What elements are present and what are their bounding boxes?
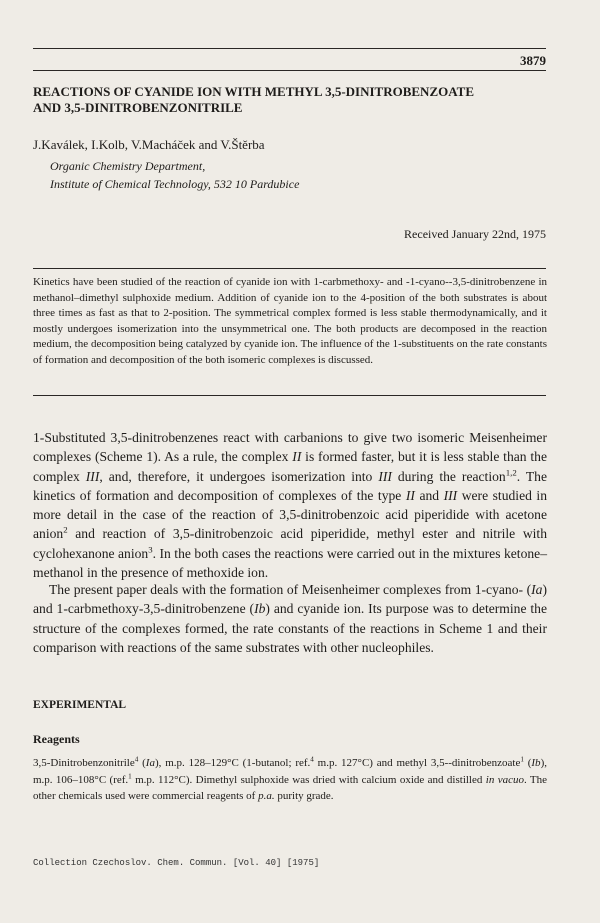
- subheading-reagents: Reagents: [33, 732, 80, 746]
- affiliation-line-2: Institute of Chemical Technology, 532 10 Pardubice: [50, 177, 300, 191]
- abstract: Kinetics have been studied of the reaction of cyanide ion with 1-carbmethoxy- and -1-cyano--3,5-dinitrobenzene in methanol–dimethyl sulphoxide medium. Addition of cyanide ion to the 4-position of the both substrates is about three times as fast as that to 2-position. The symmetrical complex formed is less stable thermodynamically, and it mostly undergoes isomerization into the unsymmetrical one. The both products are decomposed in the reaction medium, the decomposition being catalyzed by cyanide ion. The influence of the 1-substituents on the rate constants of formation and decomposition of the both isomeric complexes is discussed.: [33, 276, 547, 366]
- received-date: Received January 22nd, 1975: [404, 227, 546, 241]
- article-title: [33, 84, 553, 116]
- intro-paragraph-1: 1-Substituted 3,5-dinitrobenzenes react with carbanions to give two isomeric Meisenheimer complexes (Scheme 1). As a rule, the complex II is formed faster, but it is less stable than the complex III, and, therefore, it undergoes isomerization into III during the reaction$^{1,2}$. The kinetics of formation and decomposition of complexes of the type II and III were studied in more detail in the case of the reaction of 3,5-dinitrobenzoic acid piperidide with acetone anion$^2$ and reaction of 3,5-dinitrobenzoic acid piperidide, methyl ester and nitrile with cyclohexanone anion$^3$. In the both cases the reactions were carried out in the mixtures ketone–methanol in the presence of methoxide ion.: [33, 430, 548, 581]
- title-line-2: AND 3,5-DINITROBENZONITRILE: [33, 100, 243, 115]
- abstract-top-rule: [33, 268, 546, 269]
- reagents-paragraph: 3,5-Dinitrobenzonitrile$^4$ (Ia), m.p. 128–129°C (1-butanol; ref.$^4$ m.p. 127°C) and methyl 3,5--dinitrobenzoate$^1$ (Ib), m.p. 106–108°C (ref.$^1$ m.p. 112°C). Dimethyl sulphoxide was dried with calcium oxide and distilled in vacuo. The other chemicals used were commercial reagents of p.a. purity grade.: [33, 755, 547, 802]
- header-rule: [33, 70, 546, 71]
- journal-citation-footer: Collection Czechoslov. Chem. Commun. [Vol. 40] [1975]: [33, 858, 320, 868]
- section-heading-experimental: EXPERIMENTAL: [33, 699, 127, 711]
- abstract-bottom-rule: [33, 395, 546, 396]
- top-rule: [33, 48, 546, 49]
- intro-paragraph-2: The present paper deals with the formation of Meisenheimer complexes from 1-cyano- (Ia) and 1-carbmethoxy-3,5-dinitrobenzene (Ib) and cyanide ion. Its purpose was to determine the structure of the complexes formed, the rate constants of the reactions in Scheme 1 and their comparison with reactions of the same substrates with other nucleophiles.: [33, 582, 547, 655]
- affiliation-line-1: Organic Chemistry Department,: [50, 159, 206, 173]
- page-number: 3879: [520, 53, 546, 68]
- title-line-1: REACTIONS OF CYANIDE ION WITH METHYL 3,5-DINITROBENZOATE: [33, 84, 474, 99]
- authors: J.Kaválek, I.Kolb, V.Macháček and V.Štěrba: [33, 137, 265, 152]
